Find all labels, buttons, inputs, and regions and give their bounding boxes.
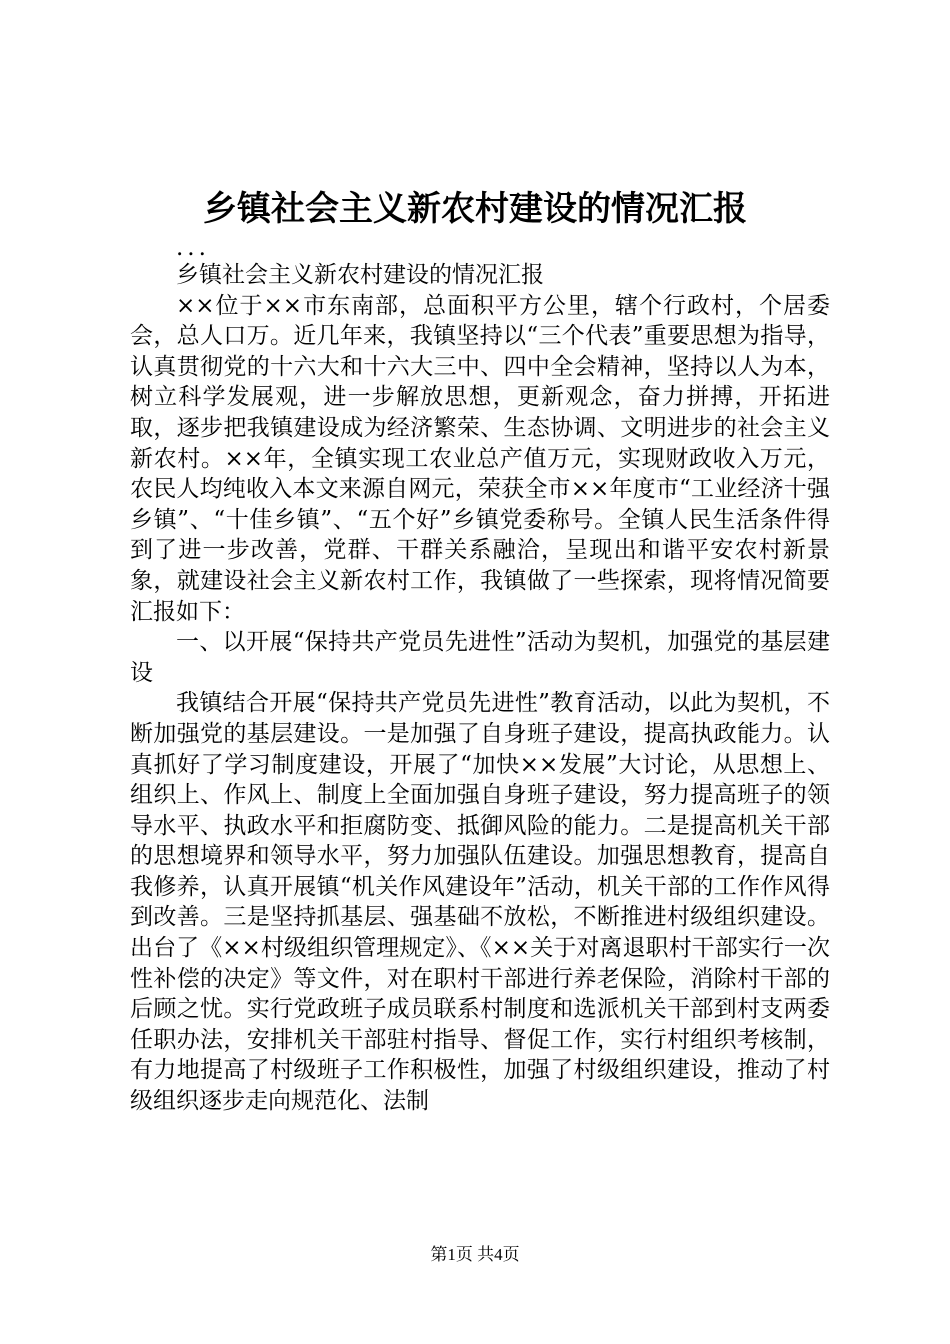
section-heading-1: 一、以开展“保持共产党员先进性”活动为契机，加强党的基层建设 [130, 629, 830, 686]
paragraph-subtitle: 乡镇社会主义新农村建设的情况汇报 [176, 262, 544, 288]
ellipsis-marker: ... [176, 235, 210, 261]
paragraph-section-1: 我镇结合开展“保持共产党员先进性”教育活动，以此为契机，不断加强党的基层建设。一是加强了自身班子建设，提高执政能力。认真抓好了学习制度建设，开展了“加快××发展”大讨论，从思想上、组织上、作风上、制度上全面加强自身班子建设，努力提高班子的领导水平、执政水平和拒腐防变、抵御风险的能力。二是提高机关干部的思想境界和领导水平，努力加强队伍建设。加强思想教育，提高自我修养，认真开展镇“机关作风建设年”活动，机关干部的工作作风得到改善。三是坚持抓基层、强基础不放松，不断推进村级组织建设。出台了《××村级组织管理规定》、《××关于对离退职村干部实行一次性补偿的决定》等文件，对在职村干部进行养老保险，消除村干部的后顾之忧。实行党政班子成员联系村制度和选派机关干部到村支两委任职办法，安排机关干部驻村指导、督促工作，实行村组织考核制，有力地提高了村级班子工作积极性，加强了村级组织建设，推动了村级组织逐步走向规范化、法制 [130, 690, 830, 1115]
paragraph-intro: ××位于××市东南部，总面积平方公里，辖个行政村，个居委会，总人口万。近几年来，我镇坚持以“三个代表”重要思想为指导，认真贯彻党的十六大和十六大三中、四中全会精神，坚持以人为本，树立科学发展观，进一步解放思想，更新观念，奋力拼搏，开拓进取，逐步把我镇建设成为经济繁荣、生态协调、文明进步的社会主义新农村。××年，全镇实现工农业总产值万元，实现财政收入万元，农民人均纯收入本文来源自网元，荣获全市××年度市“工业经济十强乡镇”、“十佳乡镇”、“五个好”乡镇党委称号。全镇人民生活条件得到了进一步改善，党群、干群关系融洽，呈现出和谐平安农村新景象，就建设社会主义新农村工作，我镇做了一些探索，现将情况简要汇报如下： [130, 292, 830, 625]
page-footer: 第1页 共4页 [430, 1245, 520, 1264]
document-body [130, 236, 830, 1117]
document-title: 乡镇社会主义新农村建设的情况汇报 [203, 189, 747, 229]
